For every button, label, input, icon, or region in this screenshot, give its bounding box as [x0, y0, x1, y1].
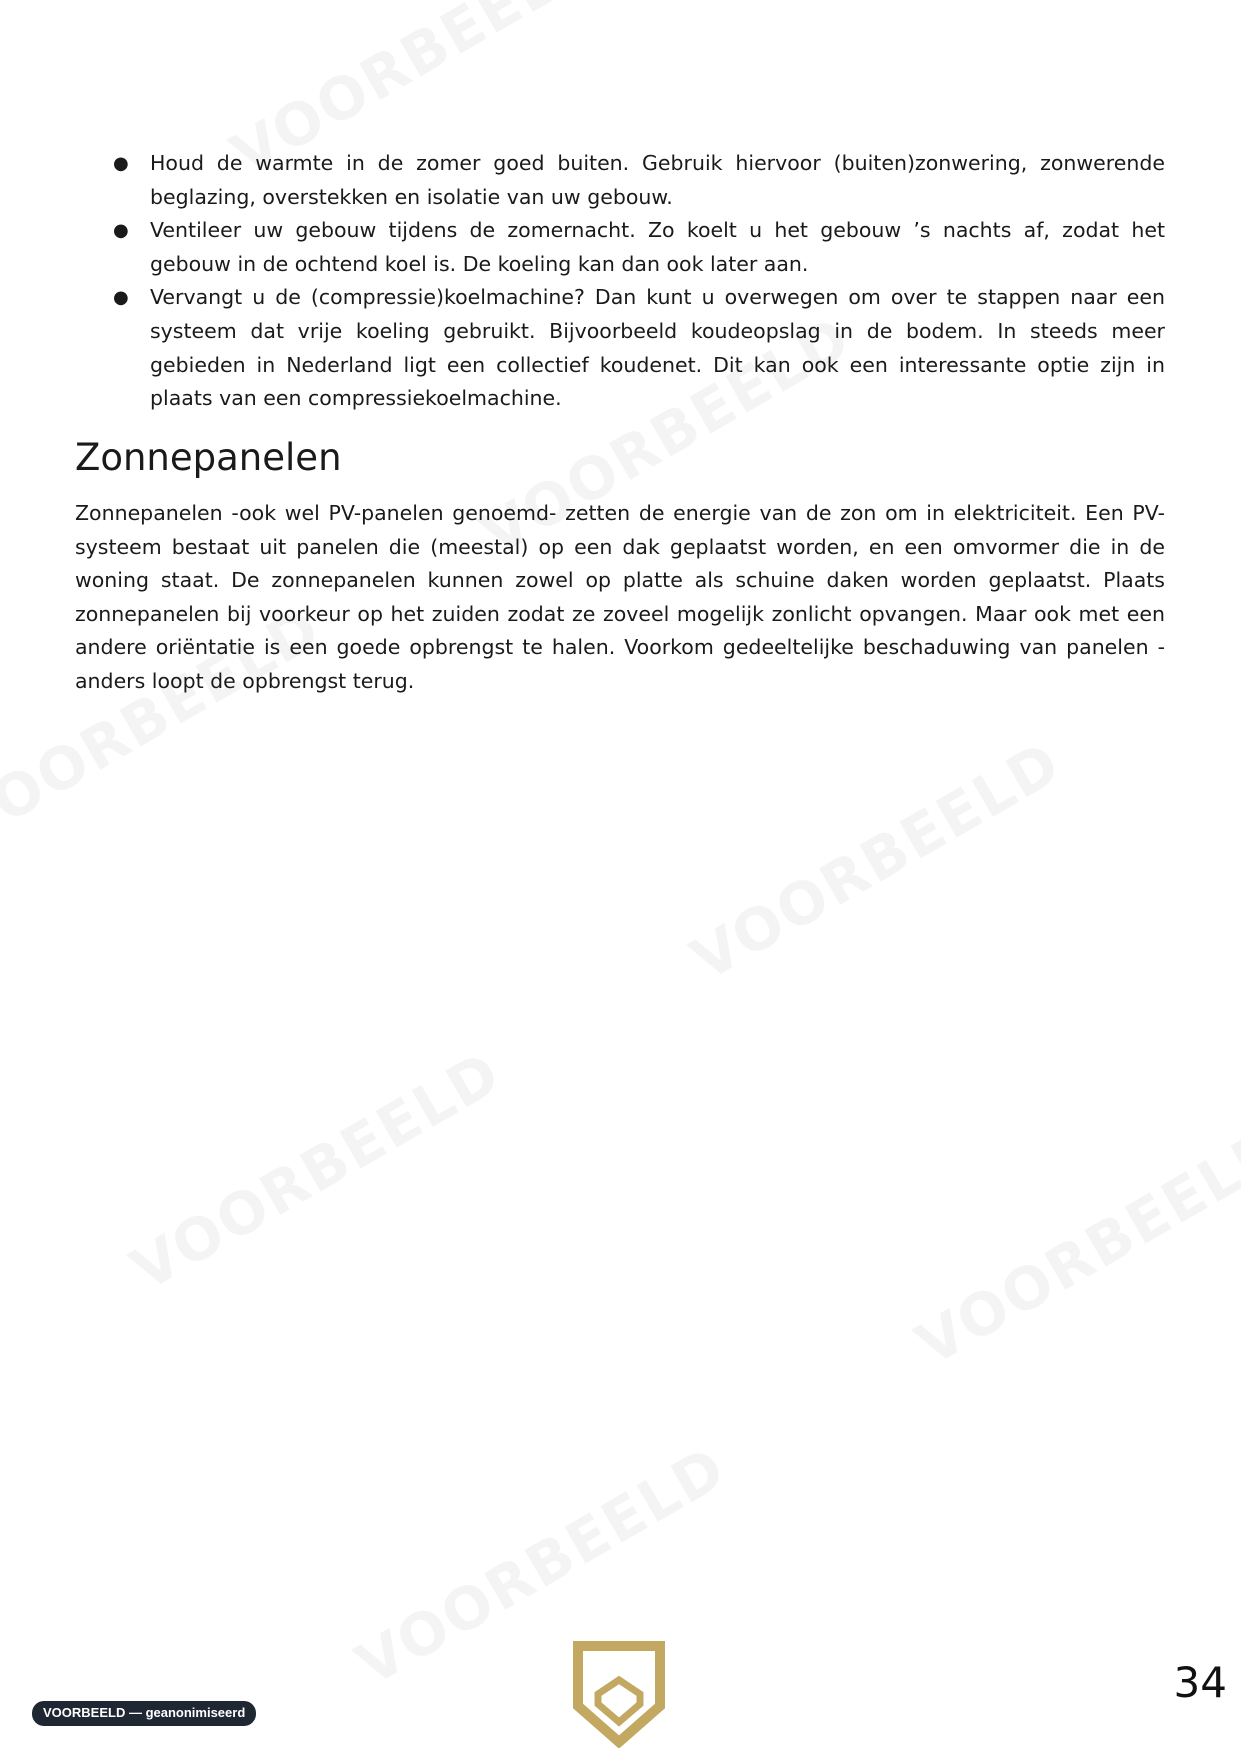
anonymized-badge: VOORBEELD — geanonimiseerd — [32, 1701, 256, 1726]
bullet-list — [110, 147, 1165, 416]
section-body: Zonnepanelen -ook wel PV-panelen genoemd- zetten de energie van de zon om in elektriciteit. Een PV-systeem bestaat uit panelen die (meestal) op een dak geplaatst worden, en een omvormer die in de woning staat. De zonnepanelen kunnen zowel op platte als schuine daken worden geplaatst. Plaats zonnepanelen bij voorkeur op het zuiden zodat ze zoveel mogelijk zonlicht opvangen. Maar ook met een andere oriëntatie is een goede opbrengst te halen. Voorkom gedeeltelijke beschaduwing van panelen - anders loopt de opbrengst terug. — [75, 501, 1165, 693]
watermark — [120, 1038, 512, 1304]
page-number: 34 — [1173, 1658, 1227, 1707]
watermark — [345, 1433, 737, 1699]
watermark — [680, 728, 1072, 994]
list-item-text: Ventileer uw gebouw tijdens de zomernacht. Zo koelt u het gebouw ’s nachts af, zodat het gebouw in de ochtend koel is. De koeling kan dan ook later aan. — [150, 218, 1165, 276]
shield-logo-icon — [572, 1640, 666, 1748]
list-item — [110, 214, 1165, 281]
list-item-text: Vervangt u de (compressie)koelmachine? Dan kunt u overwegen om over te stappen naar een systeem dat vrije koeling gebruikt. Bijvoorbeeld koudeopslag in de bodem. In steeds meer gebieden in Nederland ligt een collectief koudenet. Dit kan ook een interessante optie zijn in plaats van een compressiekoelmachine. — [150, 285, 1165, 411]
bullet-icon: ● — [113, 153, 129, 174]
list-item-text: Houd de warmte in de zomer goed buiten. Gebruik hiervoor (buiten)zonwering, zonwerende beglazing, overstekken en isolatie van uw gebouw. — [150, 151, 1165, 209]
bullet-icon: ● — [113, 220, 129, 242]
section-title: Zonnepanelen — [75, 436, 342, 479]
list-item — [110, 281, 1165, 415]
list-item — [110, 147, 1165, 214]
bullet-icon: ● — [113, 287, 129, 309]
watermark — [905, 1113, 1241, 1379]
